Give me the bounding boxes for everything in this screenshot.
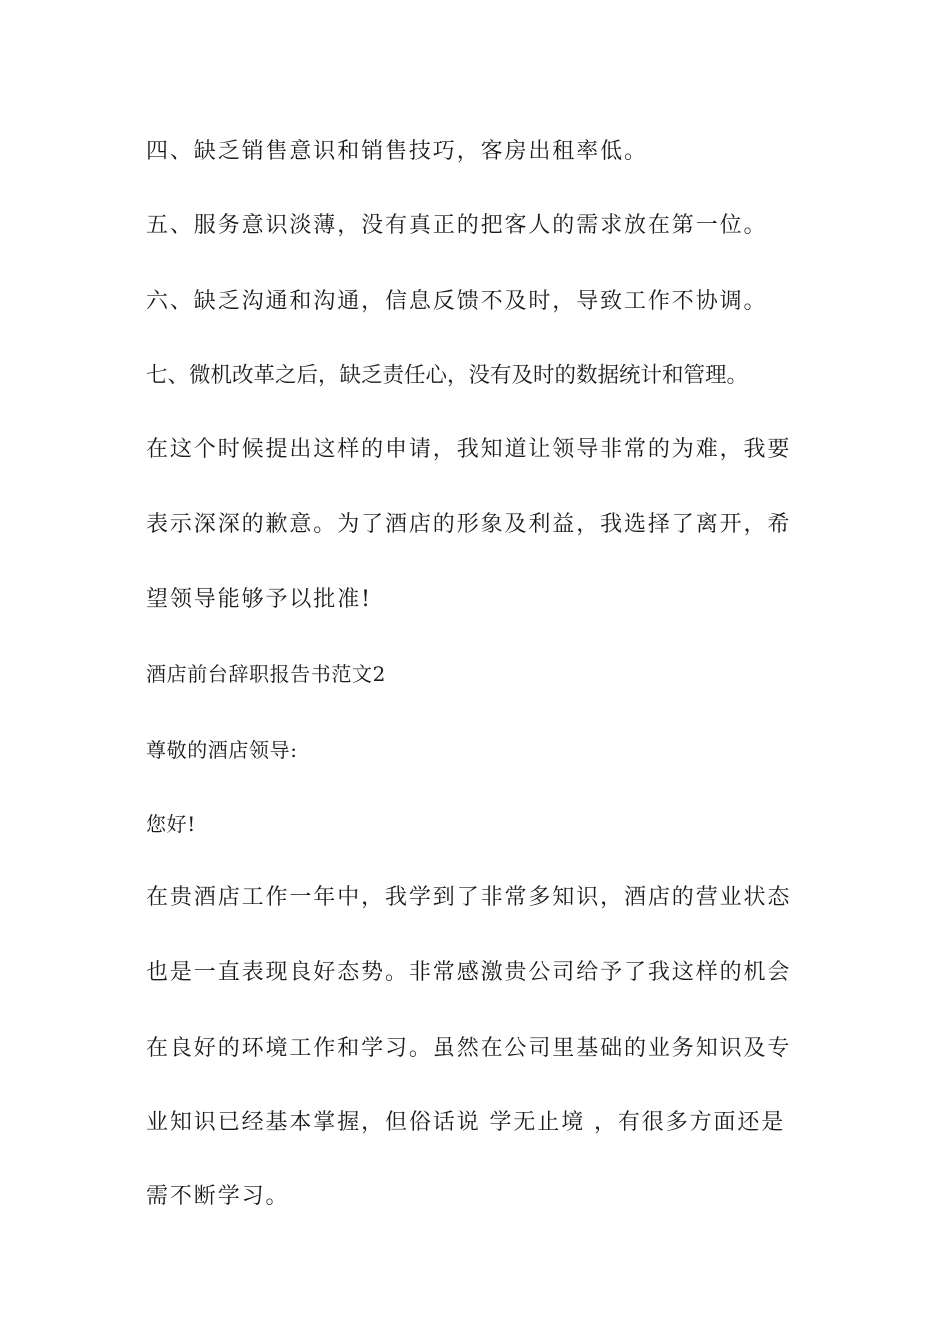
salutation: 尊敬的酒店领导: [146,738,298,762]
closing-paragraph-line: 表示深深的歉意。为了酒店的形象及利益，我选择了离开，希 [146,512,792,537]
list-item-seven: 七、微机改革之后，缺乏责任心，没有及时的数据统计和管理。 [146,363,749,388]
section-title: 酒店前台辞职报告书范文2 [146,662,386,686]
closing-paragraph-line: 在这个时候提出这样的申请，我知道让领导非常的为难，我要 [146,437,792,462]
list-item-four: 四、缺乏销售意识和销售技巧，客房出租率低。 [146,139,648,164]
body-paragraph-line: 在贵酒店工作一年中，我学到了非常多知识，酒店的营业状态 [146,885,792,910]
closing-paragraph-line: 望领导能够予以批准! [146,587,372,612]
body-paragraph-line: 也是一直表现良好态势。非常感激贵公司给予了我这样的机会 [146,960,792,985]
list-item-five: 五、服务意识淡薄，没有真正的把客人的需求放在第一位。 [146,213,768,238]
list-item-six: 六、缺乏沟通和沟通，信息反馈不及时，导致工作不协调。 [146,289,768,314]
body-paragraph-line: 业知识已经基本掌握，但俗话说 学无止境 ，有很多方面还是 [146,1110,786,1135]
greeting: 您好! [146,812,196,836]
body-paragraph-line: 在良好的环境工作和学习。虽然在公司里基础的业务知识及专 [146,1036,792,1061]
body-paragraph-line: 需不断学习。 [146,1184,290,1209]
